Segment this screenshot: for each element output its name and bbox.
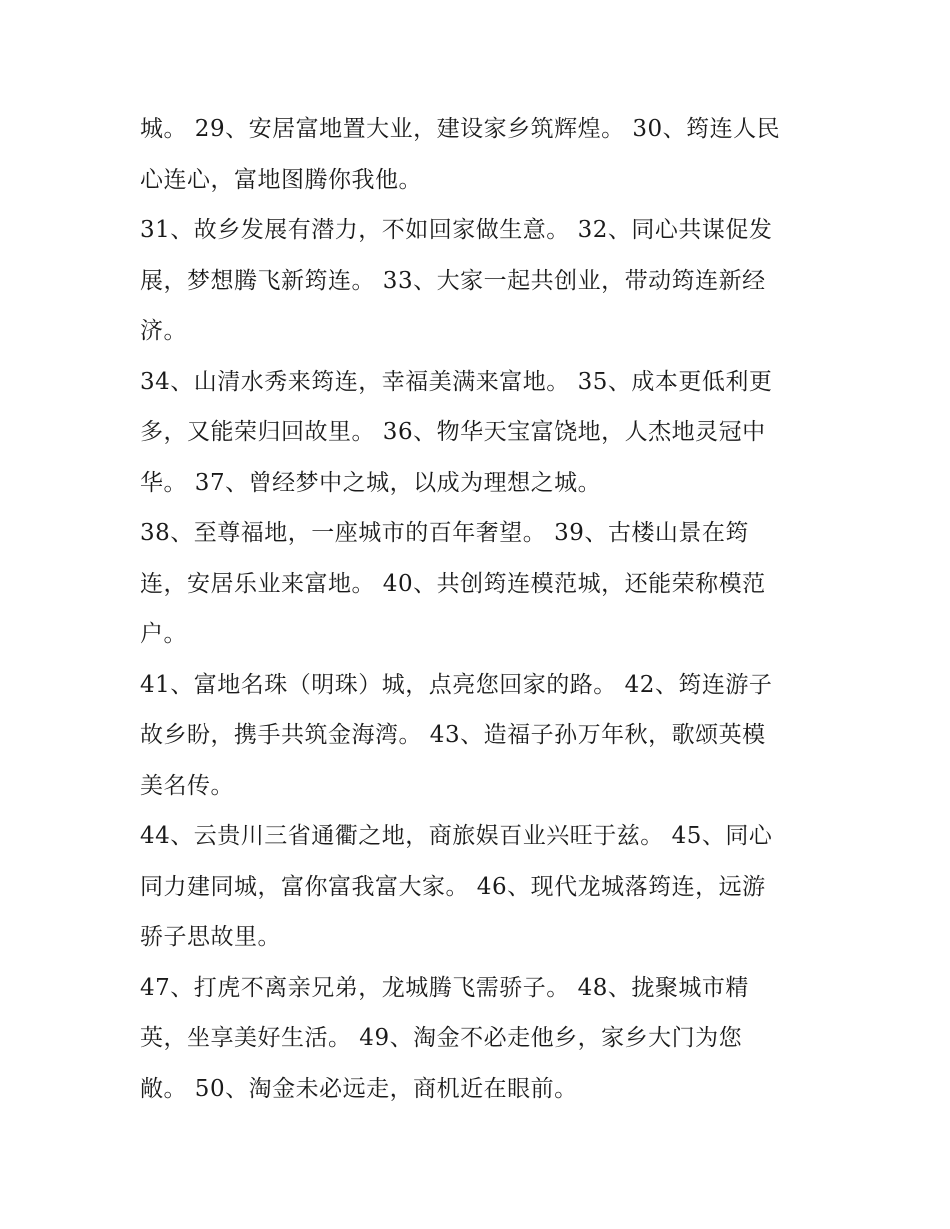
paragraph-slogans-31-33: 31、故乡发展有潜力，不如回家做生意。 32、同心共谋促发 展，梦想腾飞新筠连。 33、大家一起共创业，带动筠连新经 济。	[140, 217, 773, 344]
paragraph-slogans-44-46: 44、云贵川三省通衢之地，商旅娱百业兴旺于兹。 45、同心 同力建同城，富你富我富大家。 46、现代龙城落筠连，远游 骄子思故里。	[140, 823, 773, 950]
document-body	[140, 104, 800, 1114]
paragraph-slogans-38-40: 38、至尊福地，一座城市的百年奢望。 39、古楼山景在筠 连，安居乐业来富地。 40、共创筠连模范城，还能荣称模范 户。	[140, 520, 766, 647]
paragraph-slogans-29-30: 城。 29、安居富地置大业，建设家乡筑辉煌。 30、筠连人民 心连心，富地图腾你我他。	[140, 116, 781, 193]
paragraph-slogans-47-50: 47、打虎不离亲兄弟，龙城腾飞需骄子。 48、拢聚城市精 英，坐享美好生活。 49、淘金不必走他乡，家乡大门为您 敞。 50、淘金未必远走，商机近在眼前。	[140, 974, 749, 1102]
paragraph-slogans-34-37: 34、山清水秀来筠连，幸福美满来富地。 35、成本更低利更 多，又能荣归回故里。 36、物华天宝富饶地，人杰地灵冠中 华。 37、曾经梦中之城，以成为理想之城。	[140, 368, 773, 496]
paragraph-slogans-41-43: 41、富地名珠（明珠）城，点亮您回家的路。 42、筠连游子 故乡盼，携手共筑金海湾。 43、造福子孙万年秋，歌颂英模 美名传。	[140, 671, 773, 799]
